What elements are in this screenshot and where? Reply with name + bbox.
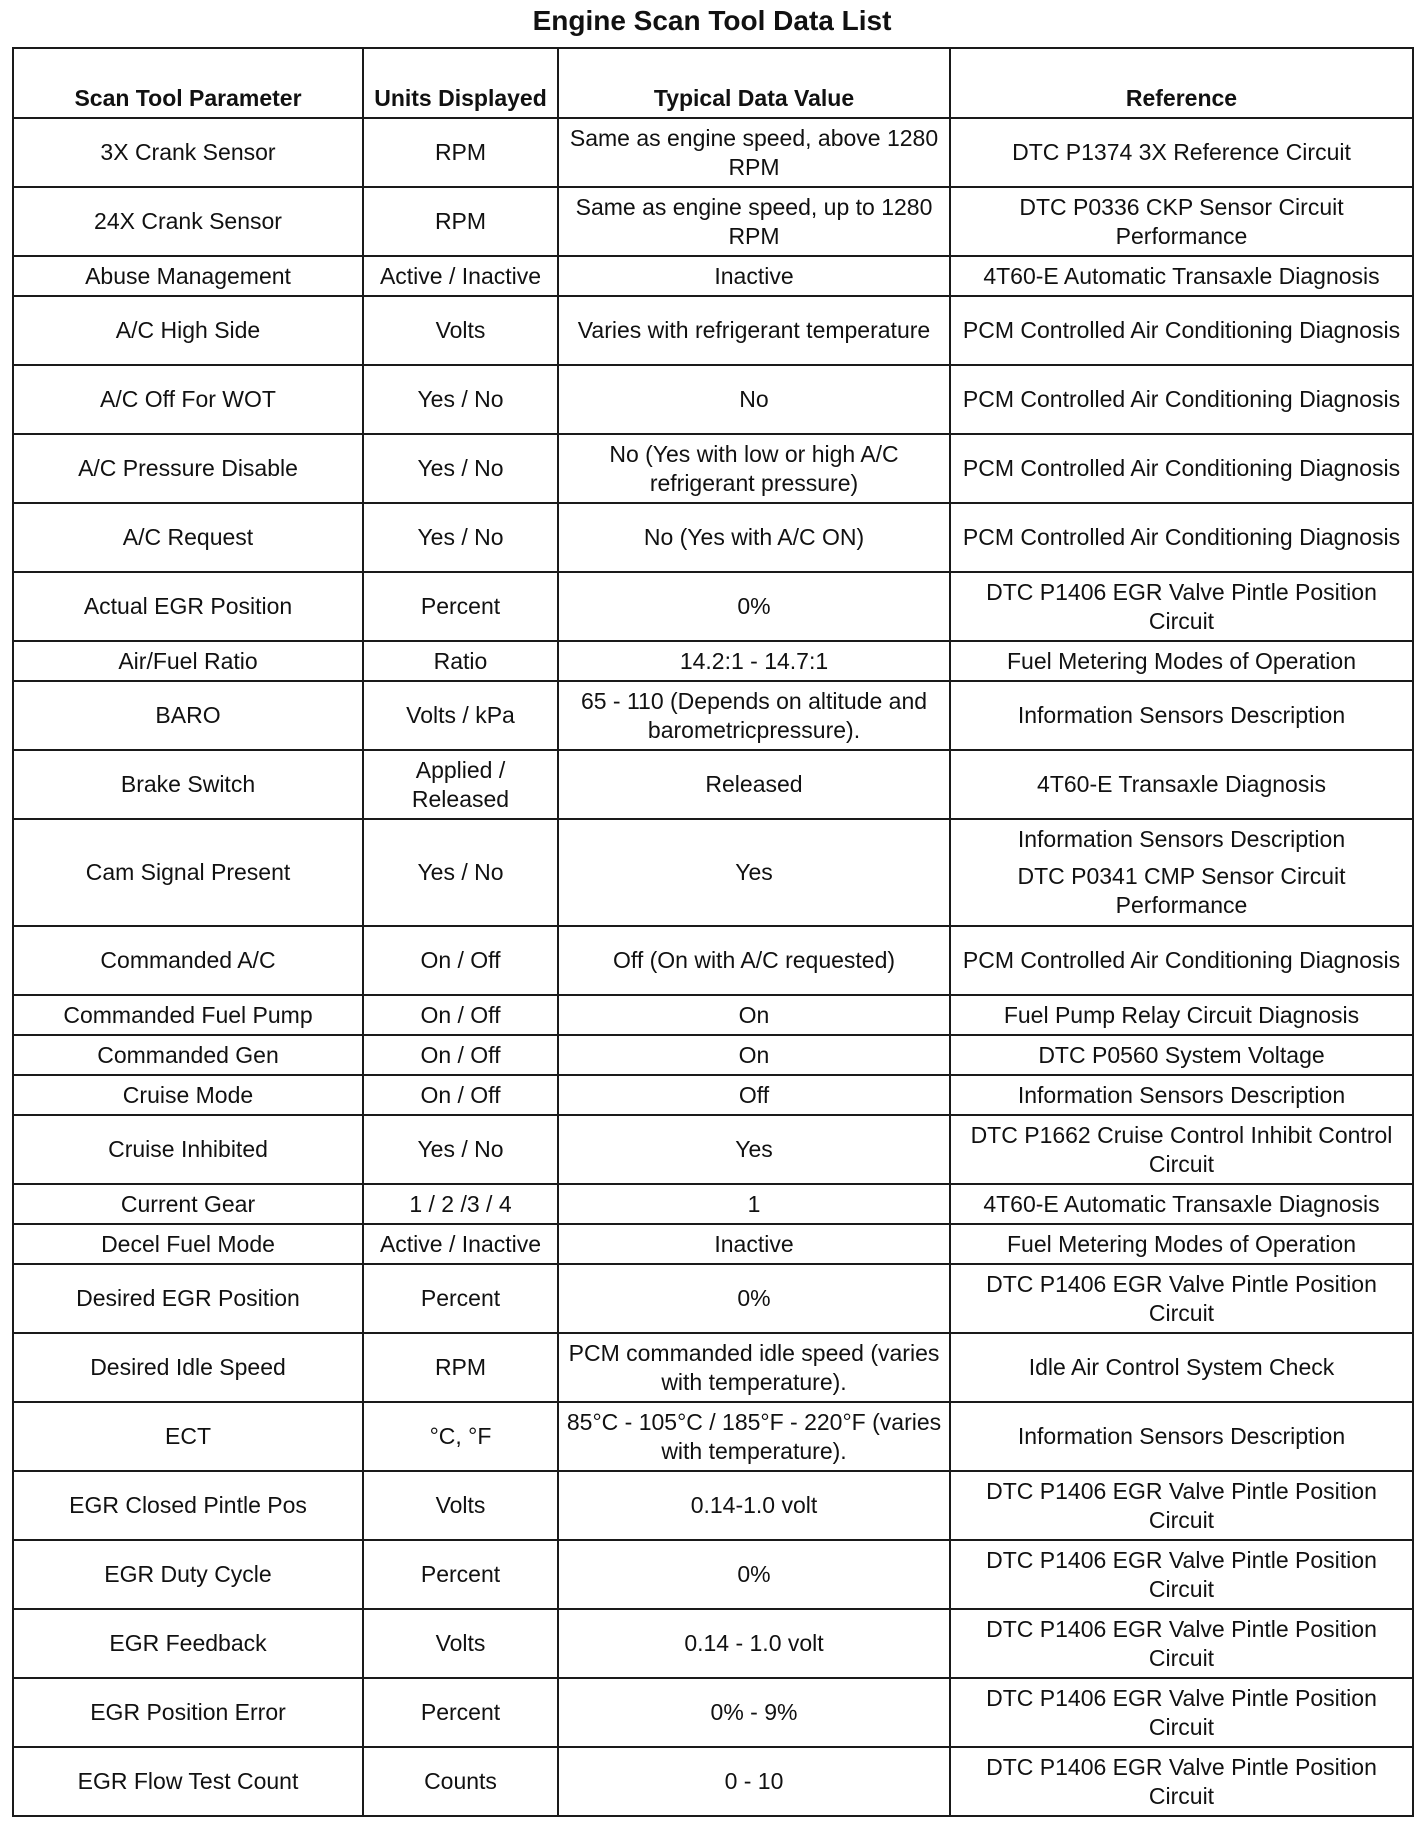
cell-parameter: Actual EGR Position [13,572,363,641]
cell-reference: DTC P1406 EGR Valve Pintle Position Circuit [950,1540,1413,1609]
cell-units: Yes / No [363,503,558,572]
cell-units: Active / Inactive [363,256,558,296]
cell-reference: 4T60-E Transaxle Diagnosis [950,750,1413,819]
cell-parameter: Desired EGR Position [13,1264,363,1333]
cell-reference: Fuel Metering Modes of Operation [950,641,1413,681]
cell-units: Yes / No [363,365,558,434]
cell-parameter: EGR Flow Test Count [13,1747,363,1816]
cell-typical-value: Same as engine speed, above 1280 RPM [558,118,950,187]
cell-typical-value: Inactive [558,1224,950,1264]
cell-typical-value: 65 - 110 (Depends on altitude and barometricpressure). [558,681,950,750]
cell-reference: DTC P1374 3X Reference Circuit [950,118,1413,187]
cell-typical-value: Off (On with A/C requested) [558,926,950,995]
cell-typical-value: 14.2:1 - 14.7:1 [558,641,950,681]
scan-tool-data-table [12,47,1414,1817]
cell-reference: PCM Controlled Air Conditioning Diagnosis [950,434,1413,503]
table-row [13,681,1413,750]
table-row [13,1747,1413,1816]
cell-parameter: Current Gear [13,1184,363,1224]
cell-reference: Fuel Metering Modes of Operation [950,1224,1413,1264]
cell-reference: DTC P1406 EGR Valve Pintle Position Circuit [950,572,1413,641]
page-title: Engine Scan Tool Data List [532,5,892,36]
header-units: Units Displayed [363,48,558,118]
table-row [13,750,1413,819]
table-row [13,819,1413,926]
cell-typical-value: 0% [558,572,950,641]
cell-units: Percent [363,1264,558,1333]
cell-parameter: ECT [13,1402,363,1471]
table-row [13,1678,1413,1747]
cell-parameter: BARO [13,681,363,750]
table-row [13,296,1413,365]
cell-units: Percent [363,1540,558,1609]
cell-parameter: EGR Closed Pintle Pos [13,1471,363,1540]
cell-units: Active / Inactive [363,1224,558,1264]
header-reference: Reference [950,48,1413,118]
cell-parameter: A/C Off For WOT [13,365,363,434]
cell-units: Yes / No [363,434,558,503]
cell-reference: DTC P1406 EGR Valve Pintle Position Circuit [950,1471,1413,1540]
cell-parameter: EGR Duty Cycle [13,1540,363,1609]
cell-reference: DTC P1406 EGR Valve Pintle Position Circuit [950,1264,1413,1333]
table-row [13,503,1413,572]
cell-typical-value: 85°C - 105°C / 185°F - 220°F (varies with temperature). [558,1402,950,1471]
cell-typical-value: Same as engine speed, up to 1280 RPM [558,187,950,256]
cell-units: Volts [363,1609,558,1678]
table-row [13,1333,1413,1402]
cell-units: Yes / No [363,1115,558,1184]
table-row [13,1184,1413,1224]
cell-typical-value: Inactive [558,256,950,296]
cell-parameter: Commanded A/C [13,926,363,995]
cell-units: RPM [363,1333,558,1402]
cell-typical-value: No (Yes with A/C ON) [558,503,950,572]
cell-typical-value: Yes [558,819,950,926]
cell-units: Volts [363,1471,558,1540]
cell-typical-value: 0% - 9% [558,1678,950,1747]
cell-units: On / Off [363,1035,558,1075]
cell-parameter: Brake Switch [13,750,363,819]
cell-typical-value: 0% [558,1540,950,1609]
header-parameter: Scan Tool Parameter [13,48,363,118]
cell-parameter: A/C High Side [13,296,363,365]
cell-units: RPM [363,187,558,256]
cell-reference: 4T60-E Automatic Transaxle Diagnosis [950,1184,1413,1224]
cell-parameter: Commanded Fuel Pump [13,995,363,1035]
cell-parameter: 3X Crank Sensor [13,118,363,187]
cell-units: On / Off [363,995,558,1035]
header-typical-value: Typical Data Value [558,48,950,118]
cell-parameter: Cruise Inhibited [13,1115,363,1184]
cell-typical-value: On [558,1035,950,1075]
cell-typical-value: 0.14-1.0 volt [558,1471,950,1540]
table-row [13,187,1413,256]
table-row [13,1402,1413,1471]
table-row [13,1471,1413,1540]
cell-typical-value: Off [558,1075,950,1115]
cell-units: On / Off [363,926,558,995]
cell-parameter: Decel Fuel Mode [13,1224,363,1264]
table-row [13,256,1413,296]
cell-units: Volts / kPa [363,681,558,750]
cell-typical-value: PCM commanded idle speed (varies with temperature). [558,1333,950,1402]
cell-units: 1 / 2 /3 / 4 [363,1184,558,1224]
cell-units: Counts [363,1747,558,1816]
table-header-row [13,48,1413,118]
cell-reference: PCM Controlled Air Conditioning Diagnosis [950,926,1413,995]
cell-units: Ratio [363,641,558,681]
cell-reference: DTC P1662 Cruise Control Inhibit Control Circuit [950,1115,1413,1184]
cell-units: Percent [363,1678,558,1747]
table-row [13,1609,1413,1678]
cell-parameter: Desired Idle Speed [13,1333,363,1402]
cell-units: On / Off [363,1075,558,1115]
table-row [13,1075,1413,1115]
cell-reference: DTC P1406 EGR Valve Pintle Position Circuit [950,1609,1413,1678]
cell-reference: PCM Controlled Air Conditioning Diagnosis [950,296,1413,365]
cell-typical-value: 0% [558,1264,950,1333]
cell-units: Percent [363,572,558,641]
cell-typical-value: Varies with refrigerant temperature [558,296,950,365]
table-row [13,572,1413,641]
cell-parameter: EGR Position Error [13,1678,363,1747]
cell-reference: PCM Controlled Air Conditioning Diagnosis [950,365,1413,434]
cell-reference: DTC P0560 System Voltage [950,1035,1413,1075]
cell-reference: Information Sensors Description [950,1402,1413,1471]
cell-parameter: Cam Signal Present [13,819,363,926]
table-row [13,118,1413,187]
cell-parameter: A/C Request [13,503,363,572]
cell-reference: DTC P0336 CKP Sensor Circuit Performance [950,187,1413,256]
table-row [13,1540,1413,1609]
table-row [13,995,1413,1035]
cell-units: RPM [363,118,558,187]
table-row [13,1264,1413,1333]
cell-typical-value: 1 [558,1184,950,1224]
table-row [13,365,1413,434]
cell-typical-value: Yes [558,1115,950,1184]
cell-reference: 4T60-E Automatic Transaxle Diagnosis [950,256,1413,296]
cell-parameter: A/C Pressure Disable [13,434,363,503]
cell-parameter: Commanded Gen [13,1035,363,1075]
cell-reference-line-1: Information Sensors Description [1017,826,1346,852]
table-row [13,641,1413,681]
table-row [13,1224,1413,1264]
cell-parameter: Cruise Mode [13,1075,363,1115]
cell-units: Applied / Released [363,750,558,819]
cell-reference: DTC P1406 EGR Valve Pintle Position Circuit [950,1747,1413,1816]
cell-reference-line-2: DTC P0341 CMP Sensor Circuit Performance [1017,863,1346,918]
cell-typical-value: No (Yes with low or high A/C refrigerant pressure) [558,434,950,503]
cell-reference: DTC P1406 EGR Valve Pintle Position Circuit [950,1678,1413,1747]
table-row [13,926,1413,995]
cell-parameter: Air/Fuel Ratio [13,641,363,681]
table-row [13,1115,1413,1184]
cell-parameter: EGR Feedback [13,1609,363,1678]
cell-reference: Idle Air Control System Check [950,1333,1413,1402]
cell-reference [950,819,1413,926]
cell-parameter: 24X Crank Sensor [13,187,363,256]
cell-typical-value: Released [558,750,950,819]
cell-typical-value: On [558,995,950,1035]
cell-units: Volts [363,296,558,365]
cell-typical-value: 0.14 - 1.0 volt [558,1609,950,1678]
cell-typical-value: No [558,365,950,434]
table-row [13,1035,1413,1075]
cell-reference: Information Sensors Description [950,1075,1413,1115]
cell-reference: Information Sensors Description [950,681,1413,750]
cell-units: °C, °F [363,1402,558,1471]
cell-units: Yes / No [363,819,558,926]
cell-parameter: Abuse Management [13,256,363,296]
cell-typical-value: 0 - 10 [558,1747,950,1816]
cell-reference: Fuel Pump Relay Circuit Diagnosis [950,995,1413,1035]
table-row [13,434,1413,503]
cell-reference: PCM Controlled Air Conditioning Diagnosis [950,503,1413,572]
